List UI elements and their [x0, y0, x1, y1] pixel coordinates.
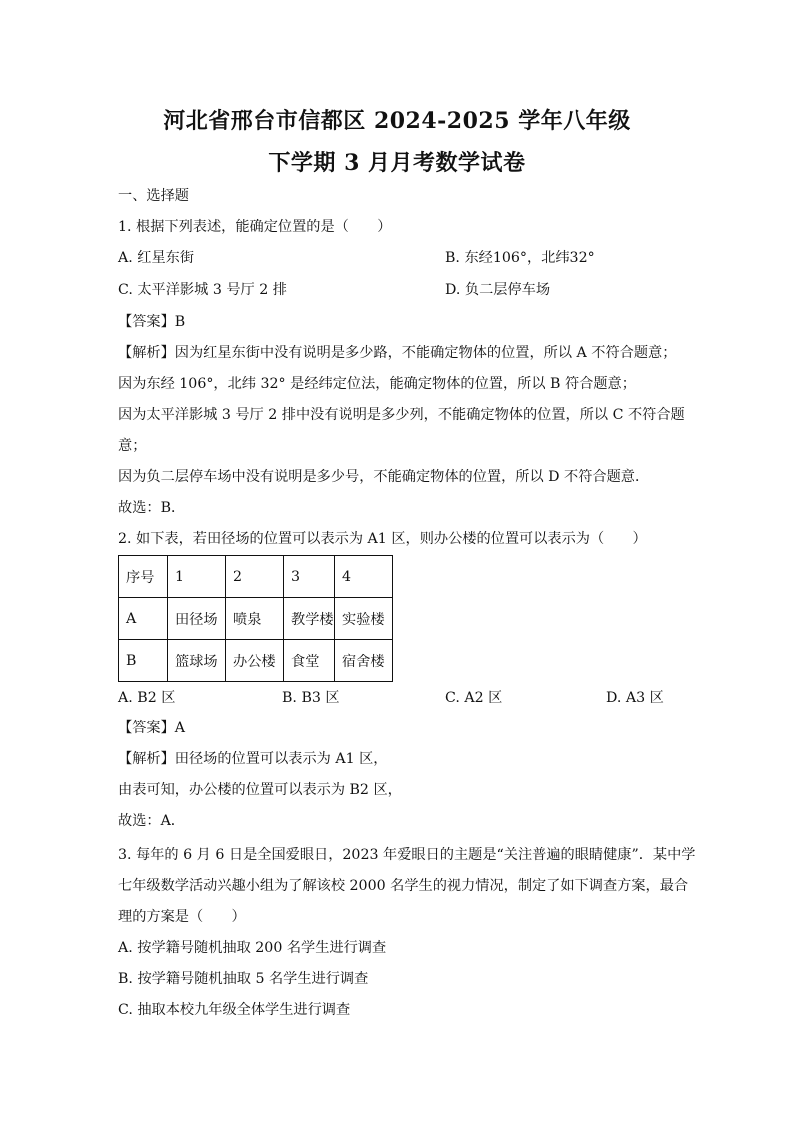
table-row — [119, 640, 393, 682]
q2-analysis-line: 由表可知，办公楼的位置可以表示为 B2 区， — [118, 782, 402, 798]
table-cell: 办公楼 — [226, 640, 284, 682]
q2-answer: 【答案】A — [118, 720, 185, 736]
q3-option-c: C. 抽取本校九年级全体学生进行调查 — [118, 1002, 351, 1018]
q1-option-d: D. 负二层停车场 — [445, 282, 551, 298]
table-row — [119, 556, 393, 598]
exam-title-line1: 河北省邢台市信都区 2024-2025 学年八年级 — [163, 108, 631, 134]
table-cell: 篮球场 — [168, 640, 226, 682]
q2-analysis-line: 故选：A． — [118, 813, 185, 829]
q2-option-a: A. B2 区 — [118, 690, 176, 706]
location-table — [118, 555, 393, 682]
q1-analysis-line: 意； — [118, 438, 147, 454]
q1-option-a: A. 红星东街 — [118, 250, 195, 266]
table-cell: 1 — [168, 556, 226, 598]
table-cell: B — [119, 640, 168, 682]
table-cell: 实验楼 — [335, 598, 393, 640]
q1-analysis-line: 故选：B． — [118, 500, 186, 516]
q2-option-d: D. A3 区 — [606, 690, 664, 706]
q1-answer: 【答案】B — [118, 314, 186, 330]
q2-stem: 2. 如下表，若田径场的位置可以表示为 A1 区，则办公楼的位置可以表示为（ ） — [118, 531, 647, 547]
exam-title-line2: 下学期 3 月月考数学试卷 — [268, 150, 526, 176]
table-row — [119, 598, 393, 640]
section-heading: 一、选择题 — [118, 188, 189, 204]
table-cell: 3 — [284, 556, 335, 598]
q2-option-b: B. B3 区 — [282, 690, 340, 706]
q3-stem-line: 3. 每年的 6 月 6 日是全国爱眼日，2023 年爱眼日的主题是“关注普遍的眼睛健康”．某中学 — [118, 847, 696, 863]
q3-stem-line: 七年级数学活动兴趣小组为了解该校 2000 名学生的视力情况，制定了如下调查方案，最合 — [118, 878, 689, 894]
table-cell: 喷泉 — [226, 598, 284, 640]
table-cell: 教学楼 — [284, 598, 335, 640]
q3-option-a: A. 按学籍号随机抽取 200 名学生进行调查 — [118, 940, 387, 956]
table-cell: 宿舍楼 — [335, 640, 393, 682]
q1-analysis-line: 【解析】因为红星东街中没有说明是多少路，不能确定物体的位置，所以 A 不符合题意； — [118, 345, 677, 361]
q1-analysis-line: 因为太平洋影城 3 号厅 2 排中没有说明是多少列，不能确定物体的位置，所以 C 不符合题 — [118, 407, 685, 423]
q1-option-b: B. 东经106°，北纬32° — [445, 250, 595, 266]
table-cell: A — [119, 598, 168, 640]
q3-option-b: B. 按学籍号随机抽取 5 名学生进行调查 — [118, 971, 369, 987]
table-cell: 4 — [335, 556, 393, 598]
q1-analysis-line: 因为东经 106°，北纬 32° 是经纬定位法，能确定物体的位置，所以 B 符合题意； — [118, 376, 636, 392]
table-cell: 食堂 — [284, 640, 335, 682]
q2-option-c: C. A2 区 — [445, 690, 503, 706]
q2-analysis-line: 【解析】田径场的位置可以表示为 A1 区， — [118, 751, 388, 767]
q1-option-c: C. 太平洋影城 3 号厅 2 排 — [118, 282, 287, 298]
q1-analysis-line: 因为负二层停车场中没有说明是多少号，不能确定物体的位置，所以 D 不符合题意． — [118, 469, 650, 485]
table-cell: 田径场 — [168, 598, 226, 640]
table-cell: 序号 — [119, 556, 168, 598]
q1-stem: 1. 根据下列表述，能确定位置的是（ ） — [118, 219, 392, 235]
table-cell: 2 — [226, 556, 284, 598]
q3-stem-line: 理的方案是（ ） — [118, 909, 246, 925]
